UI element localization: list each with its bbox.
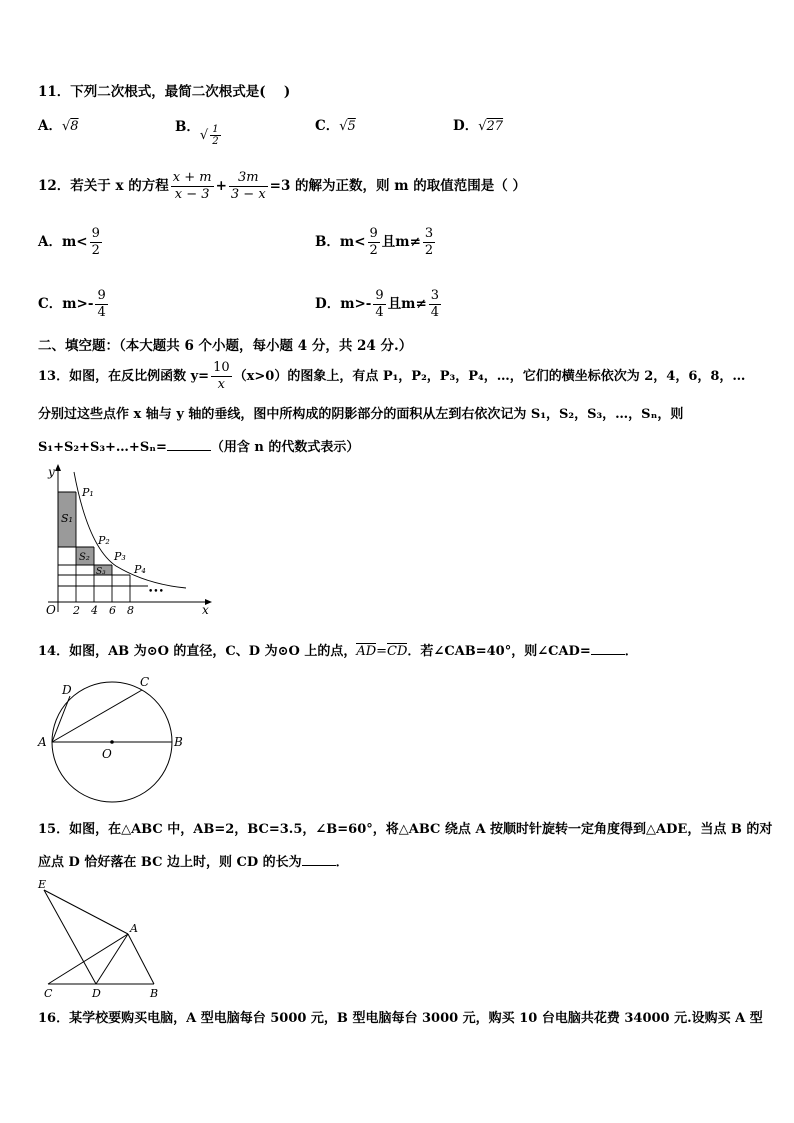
q15-answer-blank [302, 851, 336, 866]
segment-ca [48, 934, 128, 984]
q13-figure [36, 462, 216, 616]
dots: ••• [148, 587, 164, 597]
p2-label: P₂ [98, 534, 110, 547]
q14-answer-blank [591, 640, 625, 655]
p3-label: P₃ [114, 550, 126, 563]
label-c: C [140, 675, 150, 689]
label-b: B [174, 735, 183, 749]
q11-option-b: B．√ $\frac{1}{2}$ [175, 119, 219, 147]
q13-line2: 分别过这些点作 x 轴与 y 轴的垂线，图中所构成的阴影部分的面积从左到右依次记为 S₁，S₂，S₃，…，Sₙ，则 [38, 407, 684, 422]
s3-label: S₃ [96, 567, 106, 577]
q14-figure [36, 672, 188, 806]
q13-answer-blank [167, 436, 211, 451]
chord-ad [52, 696, 70, 742]
s1-label: S₁ [61, 512, 73, 525]
q14-stem: 14．如图，AB 为⊙O 的直径，C、D 为⊙O 上的点，AD=CD．若∠CAB=40°，则∠CAD= ． [38, 640, 638, 662]
q11-option-c: C．√5 [315, 118, 356, 134]
origin-label: O [46, 603, 56, 616]
section-heading: 二、填空题：（本大题共 6 个小题，每小题 4 分，共 24 分.） [38, 338, 413, 354]
q11-option-a: A．√8 [38, 118, 79, 134]
x-label: x [202, 603, 209, 616]
label-e: E [38, 878, 47, 891]
q15-line1: 15．如图，在△ABC 中，AB=2，BC=3.5，∠B=60°，将△ABC 绕点 A 按顺时针旋转一定角度得到△ADE，当点 B 的对 [38, 822, 773, 837]
y-label: y [48, 465, 55, 479]
arc-cd: CD [387, 644, 408, 659]
q12-option-b: B．m< $\frac{9}{2}$ 且m≠ $\frac{3}{2}$ [315, 226, 434, 258]
q12-option-c: C．m>- $\frac{9}{4}$ [38, 288, 106, 320]
q13-line3: S₁+S₂+S₃+…+Sₙ= （用含 n 的代数式表示） [38, 436, 359, 458]
q11-option-d: D．√27 [453, 118, 504, 134]
q15-line2: 应点 D 恰好落在 BC 边上时，则 CD 的长为 ． [38, 851, 349, 873]
label-b: B [150, 987, 159, 1000]
s2-label: S₂ [79, 552, 90, 563]
center-dot [110, 740, 114, 744]
q11-stem: 11．下列二次根式，最简二次根式是( ) [38, 84, 291, 100]
q16-line1: 16．某学校要购买电脑，A 型电脑每台 5000 元，B 型电脑每台 3000 元，购买 10 台电脑共花费 34000 元.设购买 A 型 [38, 1011, 763, 1026]
segment-ab [128, 934, 154, 984]
chord-ac [52, 690, 142, 742]
q13-line1: 13．如图，在反比例函数 y= $\frac{10}{x}$ （x>0）的图象上，有点 P₁，P₂，P₃，P₄，…，它们的横坐标依次为 2，4，6，8，… [38, 360, 746, 392]
q12-option-d: D．m>- $\frac{9}{4}$ 且m≠ $\frac{3}{4}$ [315, 288, 440, 320]
q12-stem: 12．若关于 x 的方程 $\frac{x + m}{x - 3}$ + $\frac{3m}{3 - x}$ =3 的解为正数，则 m 的取值范围是（ ） [38, 170, 526, 202]
tick-6: 6 [109, 604, 116, 616]
q15-figure [36, 876, 166, 1002]
segment-ad [96, 934, 128, 984]
p1-label: P₁ [82, 486, 94, 499]
label-d: D [92, 987, 101, 1000]
q12-option-a: A．m< $\frac{9}{2}$ [38, 226, 100, 258]
label-a: A [38, 735, 47, 749]
label-a: A [130, 922, 138, 935]
p4-label: P₄ [134, 563, 146, 576]
arc-ad: AD [356, 644, 377, 659]
tick-4: 4 [91, 604, 98, 616]
tick-2: 2 [73, 604, 80, 616]
y-arrow-icon [55, 464, 61, 471]
tick-8: 8 [127, 604, 134, 616]
label-c: C [44, 987, 53, 1000]
label-o: O [102, 747, 112, 761]
label-d: D [62, 683, 72, 697]
